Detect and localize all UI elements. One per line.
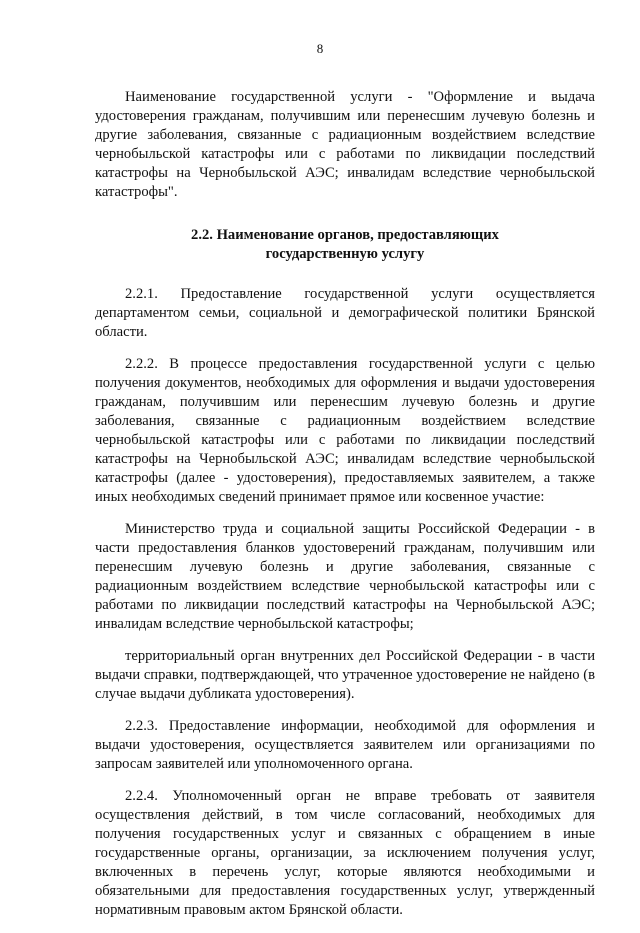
paragraph-ministry-labor: Министерство труда и социальной защиты Российской Федерации - в части предоставления бланков удостоверений гражданам, получившим или перенесшим лучевую болезнь и другие заболевания, связанные с радиационным воздействием вследствие чернобыльской катастрофы или с работами по ликвидации последствий катастрофы на Чернобыльской АЭС; инвалидам вследствие чернобыльской катастрофы; — [95, 521, 595, 632]
paragraph-2-2-3: 2.2.3. Предоставление информации, необходимой для оформления и выдачи удостоверения, осуществляется заявителем или организациями по запросам заявителей или уполномоченного органа. — [95, 718, 595, 772]
page-number: 8 — [316, 41, 324, 56]
paragraph-2-2-1: 2.2.1. Предоставление государственной услуги осуществляется департаментом семьи, социальной и демографической политики Брянской области. — [95, 286, 595, 340]
document-body — [95, 88, 595, 933]
section-heading: 2.2. Наименование органов, предоставляющих государственную услугу — [191, 227, 499, 262]
intro-paragraph: Наименование государственной услуги - "Оформление и выдача удостоверения гражданам, получившим или перенесшим лучевую болезнь и другие заболевания, связанные с радиационным воздействием вследствие чернобыльской катастрофы или с работами по ликвидации последствий катастрофы на Чернобыльской АЭС; инвалидам вследствие чернобыльской катастрофы". — [95, 89, 595, 200]
paragraph-2-2-2: 2.2.2. В процессе предоставления государственной услуги с целью получения документов, необходимых для оформления и выдачи удостоверения гражданам, получившим или перенесшим лучевую болезнь и другие заболевания, связанные с радиационным воздействием вследствие чернобыльской катастрофы или с работами по ликвидации последствий катастрофы на Чернобыльской АЭС; инвалидам вследствие чернобыльской катастрофы (далее - удостоверения), предоставляемых заявителем, а также иных необходимых сведений принимает прямое или косвенное участие: — [95, 356, 595, 505]
paragraph-internal-affairs: территориальный орган внутренних дел Российской Федерации - в части выдачи справки, подтверждающей, что утраченное удостоверение не найдено (в случае выдачи дубликата удостоверения). — [95, 648, 595, 702]
paragraph-2-2-4: 2.2.4. Уполномоченный орган не вправе требовать от заявителя осуществления действий, в том числе согласований, необходимых для получения государственных услуг и связанных с обращением в иные государственные органы, организации, за исключением получения услуг, включенных в перечень услуг, которые являются необходимыми и обязательными для предоставления государственных услуг, утвержденный нормативным правовым актом Брянской области. — [95, 788, 595, 918]
